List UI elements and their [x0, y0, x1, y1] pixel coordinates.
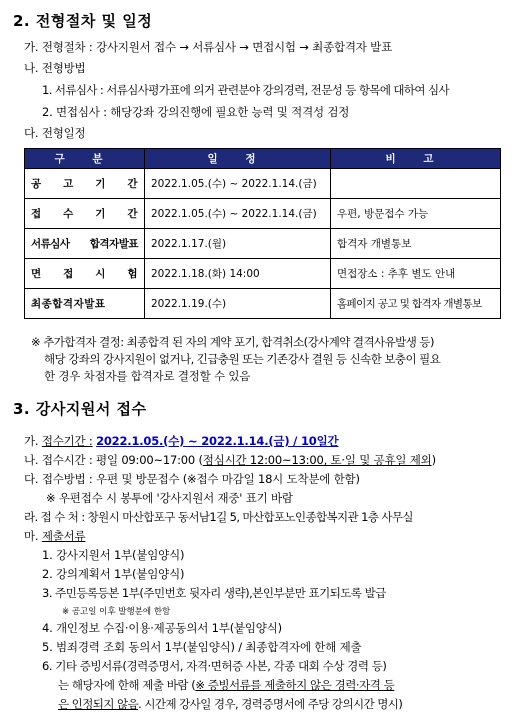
required-documents-label: 제출서류 [41, 529, 86, 543]
application-method: 다. 접수방법 : 우편 및 방문접수 (※접수 마감일 18시 도착분에 한함) [24, 472, 360, 486]
doc-item: 3. 주민등록등본 1부(주민번호 뒷자리 생략),본인부분만 표기되도록 발급 [42, 586, 386, 600]
doc-item: 5. 범죄경력 조회 동의서 1부(붙임양식) / 최종합격자에 한해 제출 [42, 640, 362, 654]
schedule-table [24, 148, 501, 319]
doc-item: 6. 기타 증빙서류(경력증명서, 자격·면허증 사본, 각종 대회 수상 경력 등) [42, 659, 387, 673]
row-schedule: 2022.1.05.(수) ~ 2022.1.14.(금) [145, 169, 331, 199]
additional-pass-note-line3: 한 경우 차점자를 합격자로 결정할 수 있음 [44, 369, 251, 383]
schedule-table-header [25, 149, 501, 169]
row-note [331, 169, 501, 199]
application-hours-prefix: 나. 접수시간 : 평일 09:00~17:00 ( [24, 453, 203, 467]
row-schedule: 2022.1.19.(수) [145, 289, 331, 319]
selection-method-heading: 나. 전형방법 [24, 61, 86, 75]
application-period-prefix: 가. [24, 434, 42, 448]
row-note: 면접장소 : 추후 별도 안내 [331, 259, 501, 289]
doc-item-line2-prefix: 는 해당자에 한해 제출 바람 ( [58, 678, 196, 692]
doc-item-line2 [58, 677, 394, 693]
section3-heading: 3. 강사지원서 접수 [13, 400, 147, 418]
application-hours-exception: 점심시간 12:00~13:00, 토·일 및 공휴일 제외 [202, 453, 432, 467]
additional-pass-note-line2: 해당 강좌의 강사지원이 없거나, 긴급충원 또는 기존강사 결원 등 신속한 보충이 필요 [44, 352, 441, 366]
header-schedule: 일 정 [145, 149, 331, 169]
doc-item-line3-warning: 은 인정되지 않음 [58, 697, 139, 711]
table-row [25, 169, 501, 199]
table-row [25, 259, 501, 289]
doc-item-line2-warning: ※ 증빙서류를 제출하지 않은 경력·자격 등 [195, 678, 395, 692]
table-row [25, 289, 501, 319]
application-period-label: 접수기간 : [41, 434, 93, 448]
row-note: 우편, 방문접수 가능 [331, 199, 501, 229]
row-schedule: 2022.1.05.(수) ~ 2022.1.14.(금) [145, 199, 331, 229]
application-hours [24, 452, 436, 468]
doc-item-line3-suffix: . 시간제 강사일 경우, 경력증명서에 주당 강의시간 명시) [138, 697, 403, 711]
table-row [25, 199, 501, 229]
application-period-value: 2022.1.05.(수) ~ 2022.1.14.(금) / 10일간 [96, 434, 339, 448]
method-interview: 2. 면접심사 : 해당강좌 강의진행에 필요한 능력 및 적격성 검정 [42, 105, 350, 119]
row-label: 서류심사 합격자발표 [25, 229, 145, 259]
row-schedule: 2022.1.17.(월) [145, 229, 331, 259]
header-note: 비 고 [331, 149, 501, 169]
doc-item: 1. 강사지원서 1부(붙임양식) [42, 548, 185, 562]
doc-item-line3 [58, 696, 402, 712]
mail-note: ※ 우편접수 시 봉투에 '강사지원서 재중' 표기 바람 [46, 491, 293, 505]
doc-item-subnote: ※ 공고일 이후 발행분에 한함 [62, 607, 171, 617]
schedule-heading: 다. 전형일정 [24, 126, 86, 140]
doc-item: 4. 개인정보 수집·이용·제공동의서 1부(붙임양식) [42, 621, 282, 635]
application-period [24, 433, 338, 449]
row-note: 합격자 개별통보 [331, 229, 501, 259]
header-category: 구 분 [25, 149, 145, 169]
selection-procedure: 가. 전형절차 : 강사지원서 접수 → 서류심사 → 면접시험 → 최종합격자 발표 [24, 40, 392, 54]
row-label: 면 접 시 험 [25, 259, 145, 289]
table-row [25, 229, 501, 259]
row-label: 공 고 기 간 [25, 169, 145, 199]
row-schedule: 2022.1.18.(화) 14:00 [145, 259, 331, 289]
application-place: 라. 접 수 처 : 창원시 마산합포구 동서남1길 5, 마산합포노인종합복지관 1층 사무실 [24, 510, 413, 524]
row-note: 홈페이지 공고 및 합격자 개별통보 [331, 289, 501, 319]
application-hours-suffix: ) [431, 453, 436, 467]
method-document-review: 1. 서류심사 : 서류심사평가표에 의거 관련분야 강의경력, 전문성 등 항목에 대하여 심사 [42, 83, 450, 97]
row-label: 접 수 기 간 [25, 199, 145, 229]
additional-pass-note: ※ 추가합격자 결정: 최종합격 된 자의 계약 포기, 합격취소(강사계약 결격사유발생 등) [31, 335, 434, 349]
section2-heading: 2. 전형절차 및 일정 [13, 12, 153, 30]
row-label: 최종합격자발표 [25, 289, 145, 319]
required-documents-heading [24, 528, 85, 544]
required-documents-prefix: 마. [24, 529, 42, 543]
doc-item: 2. 강의계획서 1부(붙임양식) [42, 567, 185, 581]
